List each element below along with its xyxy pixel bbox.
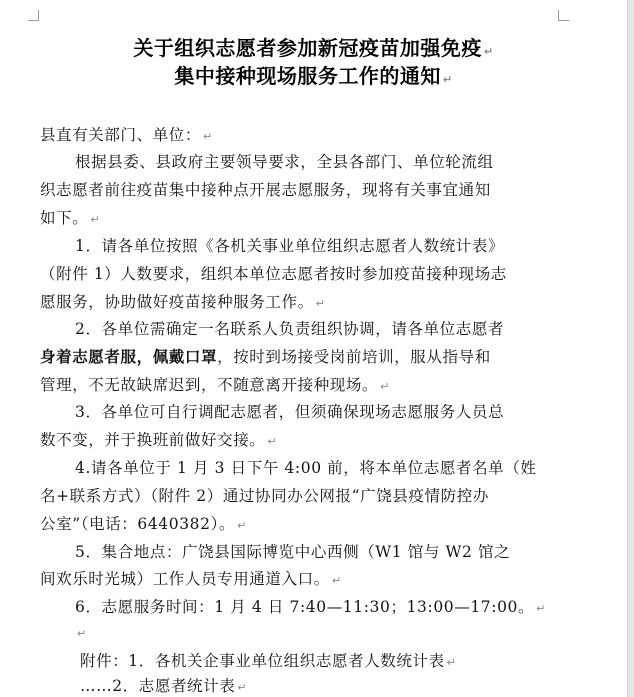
paragraph-mark-icon: ↵ <box>483 45 494 58</box>
item-1-line-3: 愿服务，协助做好疫苗接种服务工作。 ↵ <box>40 293 326 311</box>
item-3-line-1: 3．各单位可自行调配志愿者，但须确保现场志愿服务人员总 <box>75 403 505 421</box>
item-1-line-2: （附件 1）人数要求，组织本单位志愿者按时参加疫苗接种现场志 <box>40 265 507 283</box>
item-4-line-3: 公室”（电话：6440382）。 ↵ <box>40 515 247 533</box>
paragraph-mark-icon: ↵ <box>90 213 101 226</box>
item-5-line-2: 间欢乐时光城）工作人员专用通道入口。 ↵ <box>40 570 342 588</box>
paragraph-mark-icon: ↵ <box>267 435 278 448</box>
item-2-line-3: 管理，不无故缺席迟到，不随意离开接种现场。 ↵ <box>40 376 390 394</box>
paragraph-mark-icon: ↵ <box>77 627 87 640</box>
item-2-emphasis: 身着志愿者服，佩戴口罩 <box>40 347 218 366</box>
paragraph-mark-icon: ↵ <box>446 656 457 669</box>
paragraph-mark-icon: ↵ <box>380 380 390 393</box>
attachment-line-2: ……2．志愿者统计表 ↵ <box>80 677 248 695</box>
item-1-line-1: 1．请各单位按照《各机关事业单位组织志愿者人数统计表》 <box>75 237 505 255</box>
item-6: 6．志愿服务时间：1 月 4 日 7:40—11:30；13:00—17:00。 ↵ <box>75 598 546 616</box>
salutation: 县直有关部门、单位： ↵ <box>40 126 213 144</box>
attachment-line-1: 附件：1．各机关企事业单位组织志愿者人数统计表 ↵ <box>80 652 457 670</box>
item-2-line-2: 身着志愿者服，佩戴口罩，按时到场接受岗前培训，服从指导和 <box>40 347 491 366</box>
item-2-line-1: 2．各单位需确定一名联系人负责组织协调，请各单位志愿者 <box>75 320 505 338</box>
page-corner-marker-left <box>28 10 39 21</box>
intro-line-1: 根据县委、县政府主要领导要求，全县各部门、单位轮流组 <box>75 153 494 171</box>
item-3-line-2: 数不变，并于换班前做好交接。 ↵ <box>40 431 278 449</box>
intro-line-3: 如下。 ↵ <box>40 209 101 227</box>
intro-line-2: 织志愿者前往疫苗集中接种点开展志愿服务，现将有关事宜通知 <box>40 181 491 199</box>
paragraph-mark-icon: ↵ <box>331 574 342 587</box>
paragraph-mark-icon: ↵ <box>237 681 248 694</box>
paragraph-mark-icon: ↵ <box>237 519 247 532</box>
document-title-line-2: 集中接种现场服务工作的通知 ↵ <box>174 64 453 88</box>
item-4-line-2: 名+联系方式）（附件 2）通过协同办公网报“广饶县疫情防控办 <box>40 487 489 505</box>
item-5-line-1: 5．集合地点：广饶县国际博览中心西侧（W1 馆与 W2 馆之 <box>75 543 511 561</box>
paragraph-mark-icon: ↵ <box>203 130 213 143</box>
empty-paragraph <box>75 623 87 641</box>
item-4-line-1: 4.请各单位于 1 月 3 日下午 4:00 前，将本单位志愿者名单（姓 <box>75 459 537 477</box>
paragraph-mark-icon: ↵ <box>536 602 546 615</box>
paragraph-mark-icon: ↵ <box>315 297 326 310</box>
document-title-line-1: 关于组织志愿者参加新冠疫苗加强免疫 ↵ <box>133 36 494 60</box>
page-edge-shadow <box>627 0 634 697</box>
paragraph-mark-icon: ↵ <box>442 73 453 86</box>
page-corner-marker-right <box>558 10 569 21</box>
